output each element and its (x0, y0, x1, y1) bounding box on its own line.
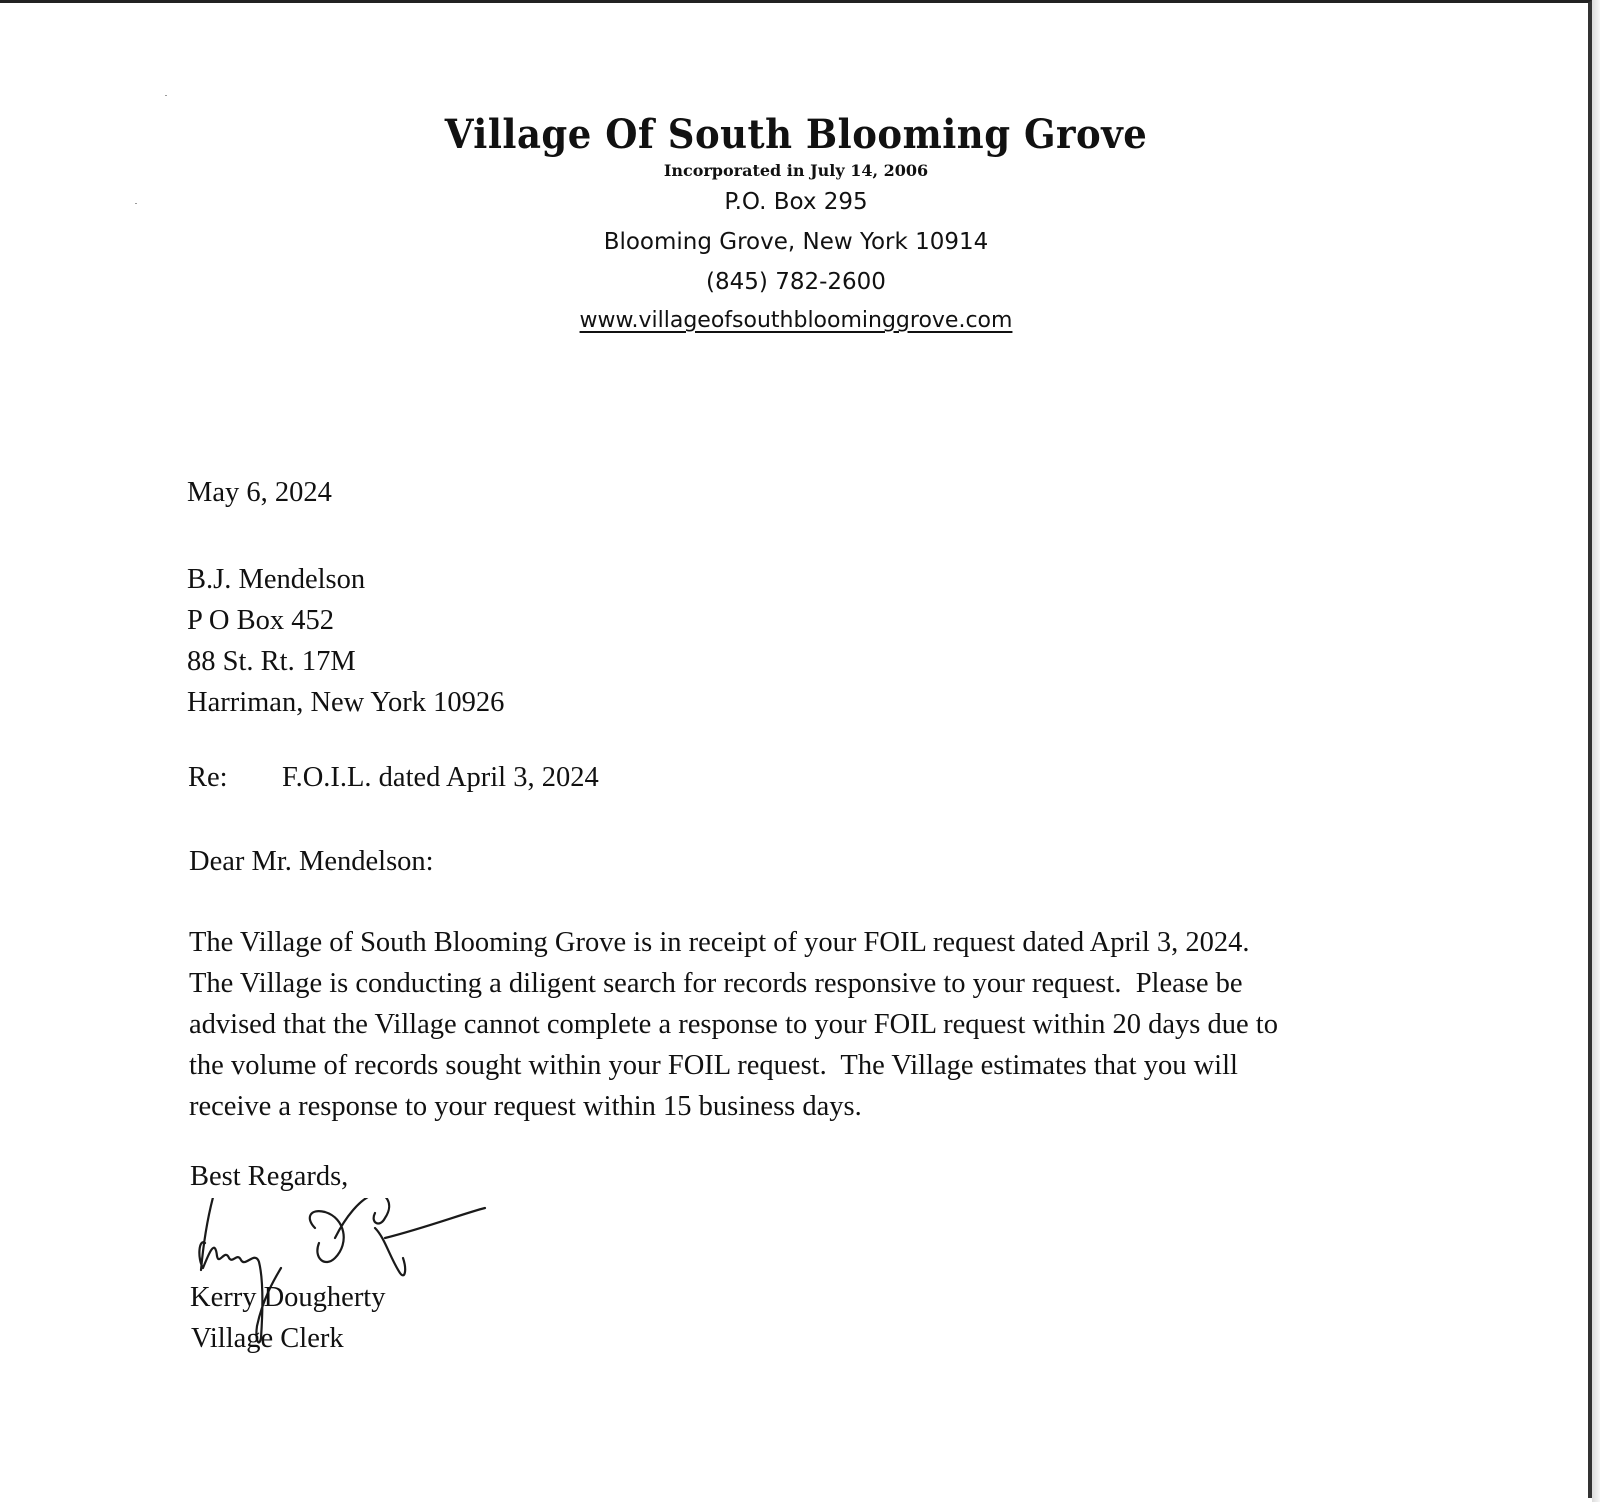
signer-name: Kerry Dougherty (190, 1282, 386, 1313)
letterhead-website: www.villageofsouthbloominggrove.com (579, 308, 1013, 333)
letterhead-incorporated: Incorporated in July 14, 2006 (663, 161, 929, 180)
letterhead (0, 111, 1592, 340)
letterhead-address: Blooming Grove, New York 10914 (603, 229, 989, 255)
letterhead-title: Village Of South Blooming Grove (444, 110, 1148, 158)
signer-title: Village Clerk (191, 1323, 344, 1354)
salutation: Dear Mr. Mendelson: (189, 846, 434, 877)
closing: Best Regards, (190, 1161, 349, 1192)
paragraph-line: The Village is conducting a diligent search for records responsive to your request. Please be (189, 968, 1243, 999)
paragraph-line: advised that the Village cannot complete a response to your FOIL request within 20 days due to (189, 1009, 1278, 1040)
recipient-line: P O Box 452 (187, 605, 335, 636)
recipient-line: Harriman, New York 10926 (187, 687, 505, 718)
paragraph-line: The Village of South Blooming Grove is in receipt of your FOIL request dated April 3, 2024. (189, 927, 1250, 958)
paragraph-line: the volume of records sought within your FOIL request. The Village estimates that you will (189, 1050, 1238, 1081)
re-label: Re: (188, 762, 228, 793)
page-edge-shadow (1592, 0, 1600, 1502)
paragraph-line: receive a response to your request within 15 business days. (189, 1091, 862, 1122)
recipient-line: 88 St. Rt. 17M (187, 646, 356, 677)
letterhead-po-box: P.O. Box 295 (724, 189, 868, 215)
scan-speck (165, 95, 167, 96)
re-subject: F.O.I.L. dated April 3, 2024 (282, 762, 599, 793)
letter-date: May 6, 2024 (187, 477, 332, 508)
recipient-line: B.J. Mendelson (187, 564, 366, 595)
letterhead-phone: (845) 782-2600 (706, 269, 886, 295)
